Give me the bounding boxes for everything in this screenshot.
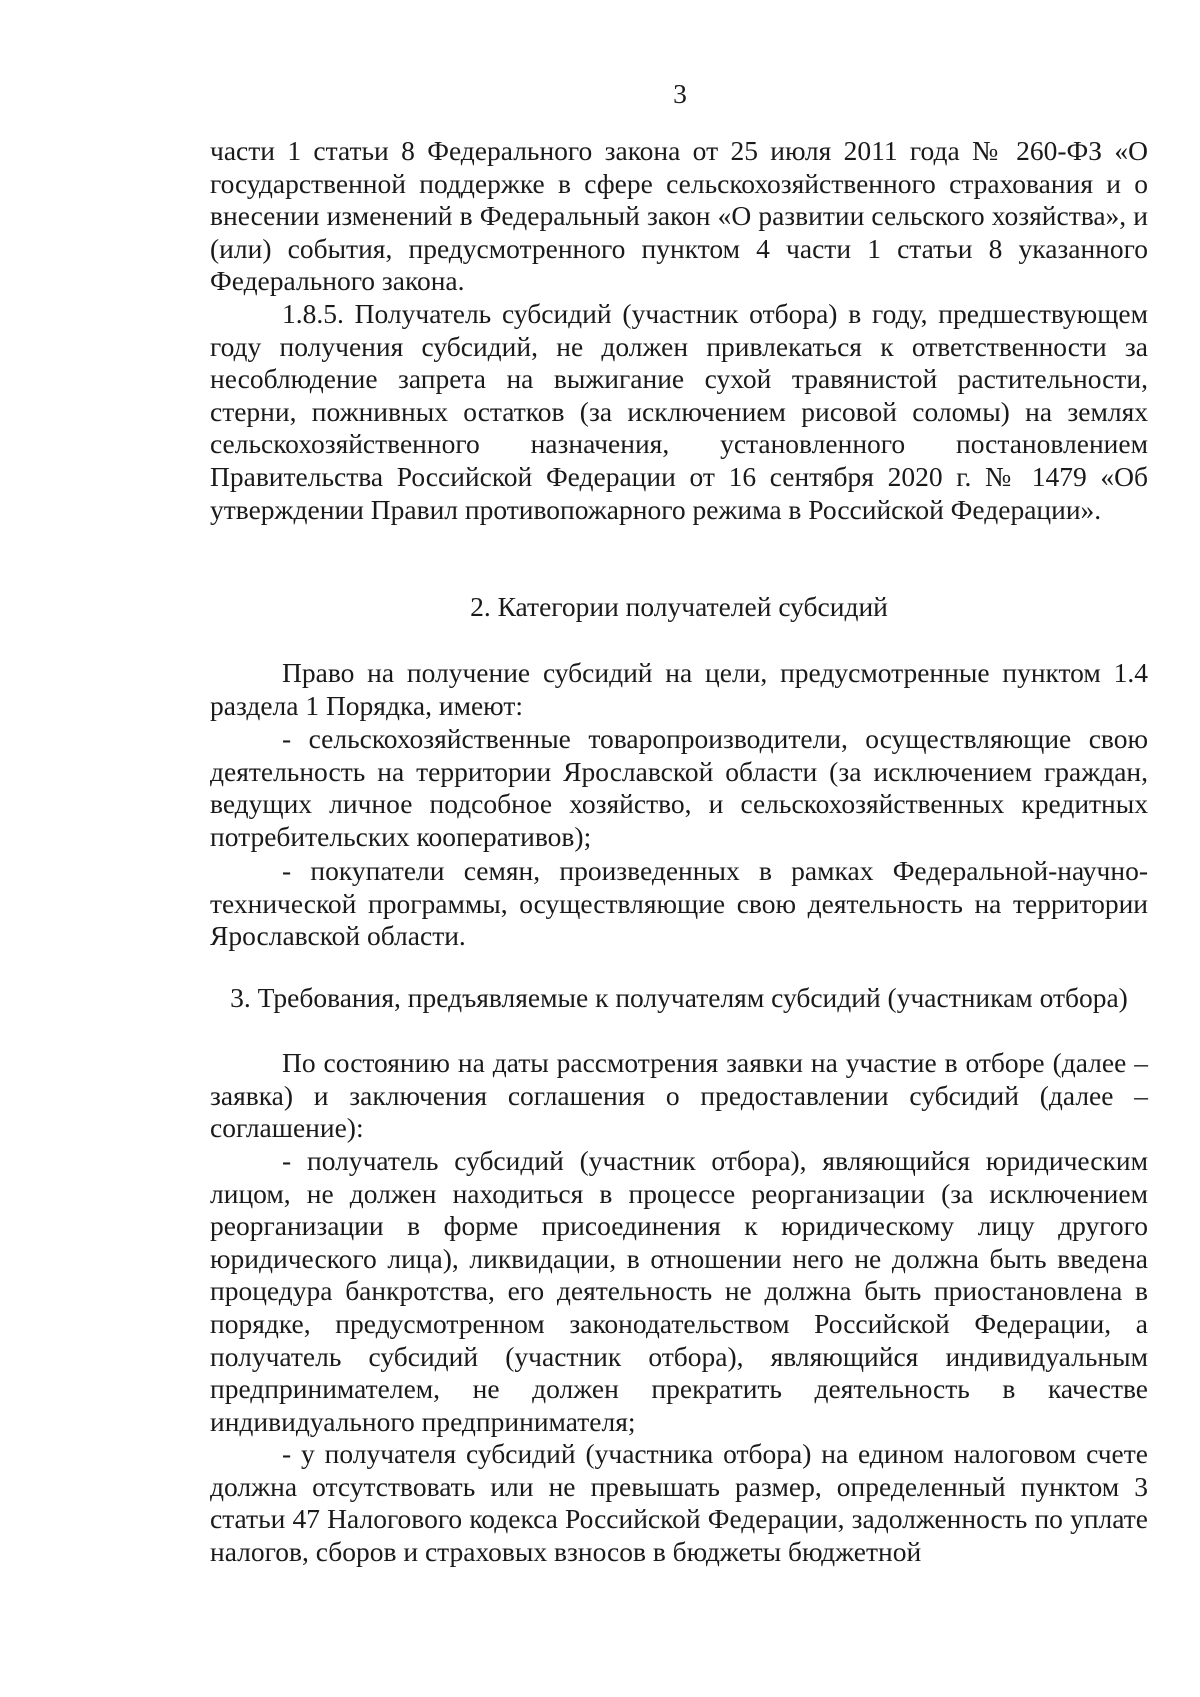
section-heading-2: 2. Категории получателей субсидий xyxy=(470,591,888,622)
paragraph-reorganization: - получатель субсидий (участник отбора), являющийся юридическим лицом, не должен находиться в процессе реорганизации (за исключением реорганизации в форме присоединения к юридическому лицу другого юридического лица), ликвидации, в отношении него не должна быть введена процедура банкротства, его деятельность не должна быть приостановлена в порядке, предусмотренном законодательством Российской Федерации, а получатель субсидий (участник отбора), являющийся индивидуальным предпринимателем, не должен прекратить деятельность в качестве индивидуального предпринимателя; xyxy=(210,1145,1148,1437)
paragraph-1-8-5: 1.8.5. Получатель субсидий (участник отбора) в году, предшествующем году получения субсидий, не должен привлекаться к ответственности за несоблюдение запрета на выжигание сухой травянистой растительности, стерни, пожнивных остатков (за исключением рисовой соломы) на землях сельскохозяйственного назначения, установленного постановлением Правительства Российской Федерации от 16 сентября 2020 г. № 1479 «Об утверждении Правил противопожарного режима в Российской Федерации». xyxy=(210,298,1148,525)
paragraph-producers: - сельскохозяйственные товаропроизводители, осуществляющие свою деятельность на территории Ярославской области (за исключением граждан, ведущих личное подсобное хозяйство, и сельскохозяйственных кредитных потребительских кооперативов); xyxy=(210,723,1148,852)
paragraph-status: По состоянию на даты рассмотрения заявки на участие в отборе (далее – заявка) и заключения соглашения о предоставлении субсидий (далее – соглашение): xyxy=(210,1047,1148,1144)
paragraph-1: части 1 статьи 8 Федерального закона от 25 июля 2011 года № 260-ФЗ «О государственной поддержке в сфере сельскохозяйственного страхования и о внесении изменений в Федеральный закон «О развитии сельского хозяйства», и (или) события, предусмотренного пунктом 4 части 1 статьи 8 указанного Федерального закона. xyxy=(210,135,1148,297)
paragraph-right-intro: Право на получение субсидий на цели, предусмотренные пунктом 1.4 раздела 1 Порядка, имеют: xyxy=(210,657,1148,721)
page-number: 3 xyxy=(673,78,687,109)
paragraph-seed-buyers: - покупатели семян, произведенных в рамках Федеральной-научно-технической программы, осуществляющие свою деятельность на территории Ярославской области. xyxy=(210,855,1148,952)
section-heading-3: 3. Требования, предъявляемые к получателям субсидий (участникам отбора) xyxy=(230,982,1128,1013)
paragraph-tax-debt: - у получателя субсидий (участника отбора) на едином налоговом счете должна отсутствовать или не превышать размер, определенный пунктом 3 статьи 47 Налогового кодекса Российской Федерации, задолженность по уплате налогов, сборов и страховых взносов в бюджеты бюджетной xyxy=(210,1438,1148,1567)
